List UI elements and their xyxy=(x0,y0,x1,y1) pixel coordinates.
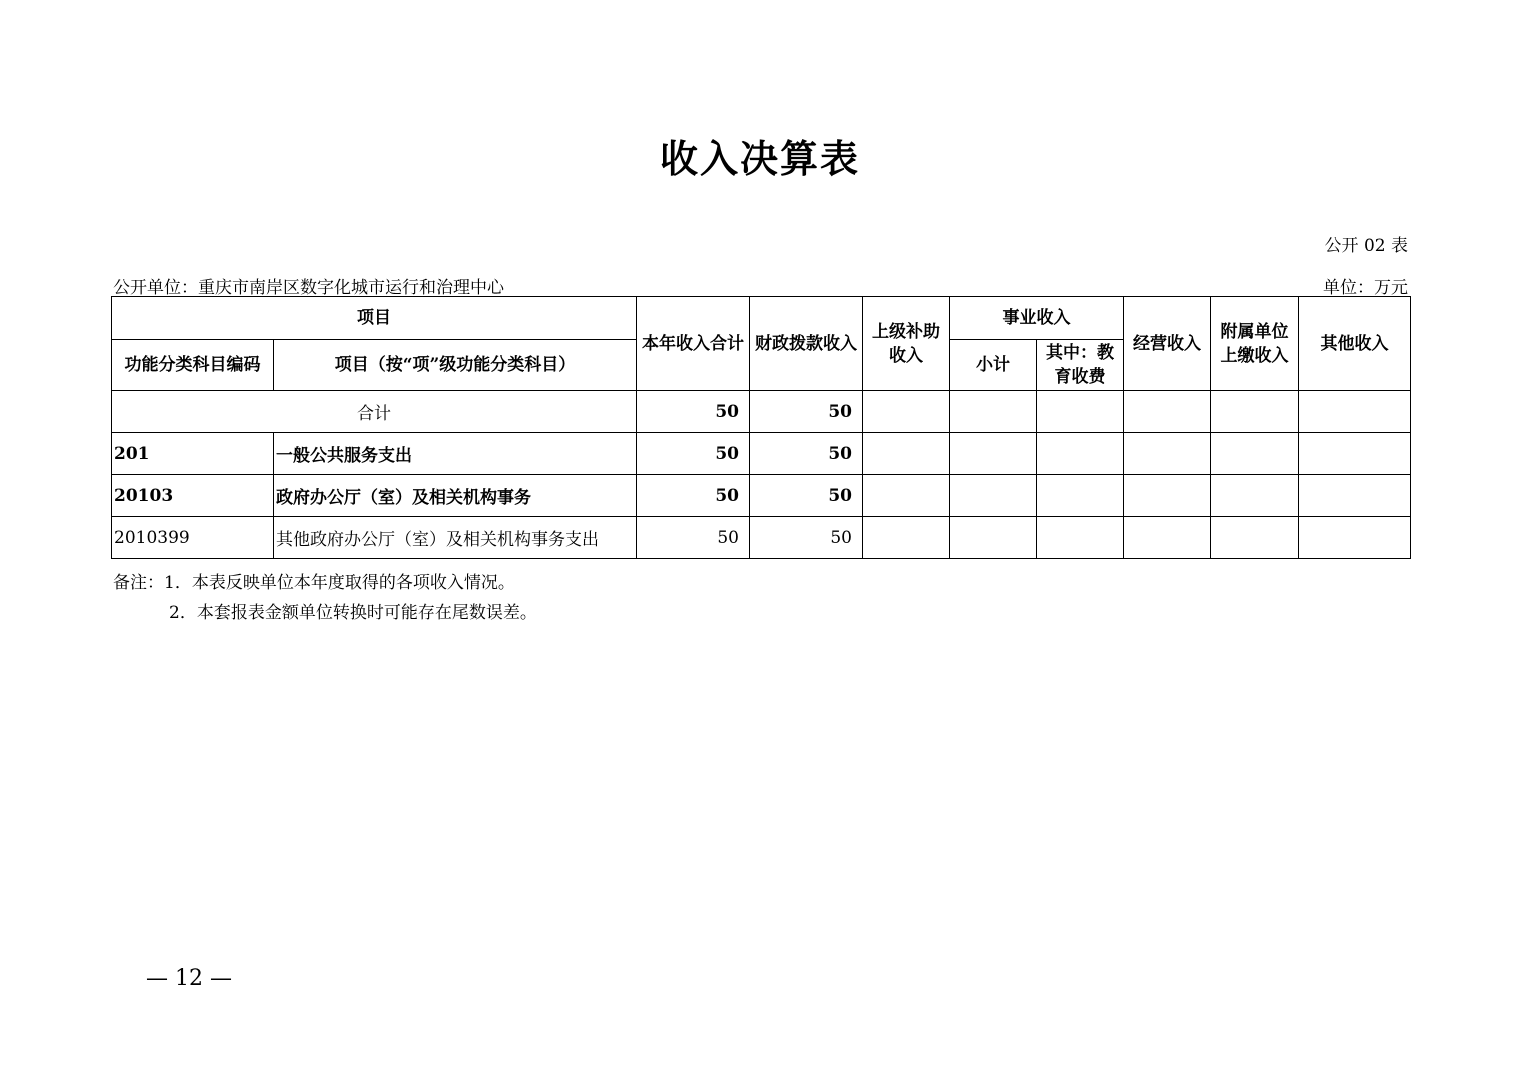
row-fiscal: 50 xyxy=(750,433,863,475)
table-row xyxy=(112,517,1411,559)
row-code: 20103 xyxy=(112,475,274,517)
empty-cell xyxy=(1037,391,1124,433)
row-code: 201 xyxy=(112,433,274,475)
empty-cell xyxy=(1124,391,1211,433)
header-operating: 经营收入 xyxy=(1124,297,1211,391)
header-fiscal: 财政拨款收入 xyxy=(750,297,863,391)
summary-total: 50 xyxy=(637,391,750,433)
empty-cell xyxy=(1299,391,1411,433)
row-total: 50 xyxy=(637,433,750,475)
currency-unit: 单位：万元 xyxy=(1323,278,1408,298)
notes xyxy=(113,568,537,628)
empty-cell xyxy=(863,475,950,517)
empty-cell xyxy=(950,517,1037,559)
note-1: 备注：1．本表反映单位本年度取得的各项收入情况。 xyxy=(113,573,515,593)
empty-cell xyxy=(1211,517,1299,559)
empty-cell xyxy=(863,517,950,559)
header-affiliated: 附属单位上缴收入 xyxy=(1211,297,1299,391)
empty-cell xyxy=(1124,475,1211,517)
empty-cell xyxy=(1211,391,1299,433)
empty-cell xyxy=(1299,475,1411,517)
row-total: 50 xyxy=(637,475,750,517)
header-item: 项目 xyxy=(112,297,637,340)
page-title: 收入决算表 xyxy=(659,136,860,181)
header-item-name: 项目（按“项”级功能分类科目） xyxy=(274,340,637,391)
header-superior: 上级补助收入 xyxy=(863,297,950,391)
header-other: 其他收入 xyxy=(1299,297,1411,391)
row-name: 一般公共服务支出 xyxy=(274,433,637,475)
header-func-code: 功能分类科目编码 xyxy=(112,340,274,391)
empty-cell xyxy=(1299,517,1411,559)
row-name: 政府办公厅（室）及相关机构事务 xyxy=(274,475,637,517)
header-subtotal: 小计 xyxy=(950,340,1037,391)
form-number: 公开 02 表 xyxy=(1324,236,1408,256)
empty-cell xyxy=(1037,475,1124,517)
empty-cell xyxy=(1211,433,1299,475)
row-total: 50 xyxy=(637,517,750,559)
empty-cell xyxy=(950,391,1037,433)
empty-cell xyxy=(1211,475,1299,517)
table-row xyxy=(112,433,1411,475)
empty-cell xyxy=(863,391,950,433)
note-2: 2．本套报表金额单位转换时可能存在尾数误差。 xyxy=(169,603,537,623)
row-name: 其他政府办公厅（室）及相关机构事务支出 xyxy=(274,517,637,559)
row-fiscal: 50 xyxy=(750,475,863,517)
empty-cell xyxy=(1124,517,1211,559)
row-fiscal: 50 xyxy=(750,517,863,559)
empty-cell xyxy=(1124,433,1211,475)
empty-cell xyxy=(1037,517,1124,559)
table-row xyxy=(112,475,1411,517)
header-business: 事业收入 xyxy=(950,297,1124,340)
income-table xyxy=(111,296,1411,559)
summary-row xyxy=(112,391,1411,433)
row-code: 2010399 xyxy=(112,517,274,559)
empty-cell xyxy=(1037,433,1124,475)
header-row-1 xyxy=(112,297,1411,340)
summary-label: 合计 xyxy=(112,391,637,433)
header-total: 本年收入合计 xyxy=(637,297,750,391)
empty-cell xyxy=(950,433,1037,475)
summary-fiscal: 50 xyxy=(750,391,863,433)
reporting-unit: 公开单位：重庆市南岸区数字化城市运行和治理中心 xyxy=(113,278,504,298)
empty-cell xyxy=(1299,433,1411,475)
page-number: — 12 — xyxy=(146,966,232,991)
header-edu-fee: 其中：教育收费 xyxy=(1037,340,1124,391)
empty-cell xyxy=(950,475,1037,517)
empty-cell xyxy=(863,433,950,475)
